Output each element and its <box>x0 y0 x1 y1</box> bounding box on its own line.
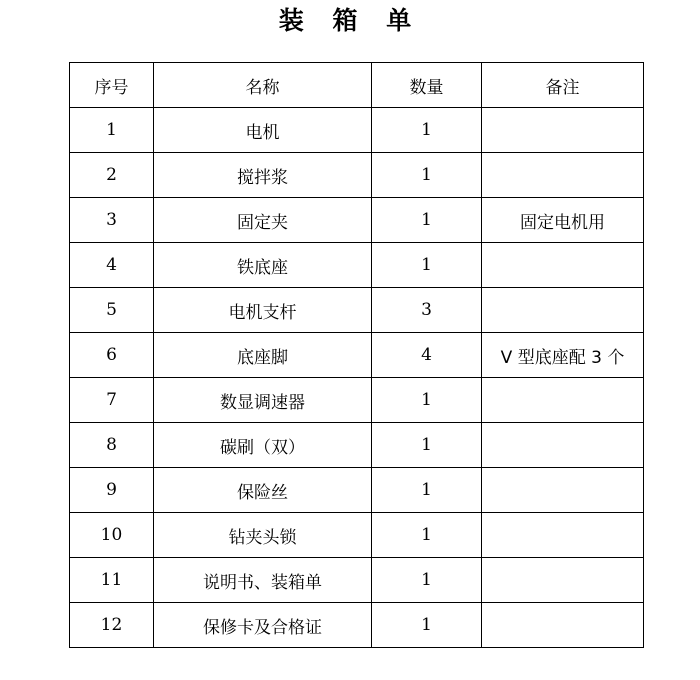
cell-quantity: 3 <box>372 288 482 333</box>
cell-remark <box>482 288 644 333</box>
cell-remark <box>482 423 644 468</box>
cell-remark <box>482 558 644 603</box>
cell-index: 5 <box>70 288 154 333</box>
cell-name: 说明书、装箱单 <box>154 558 372 603</box>
cell-quantity: 1 <box>372 153 482 198</box>
cell-index: 4 <box>70 243 154 288</box>
cell-remark: 固定电机用 <box>482 198 644 243</box>
cell-quantity: 1 <box>372 198 482 243</box>
cell-quantity: 4 <box>372 333 482 378</box>
table-row <box>70 513 644 558</box>
table-row <box>70 108 644 153</box>
cell-index: 9 <box>70 468 154 513</box>
cell-quantity: 1 <box>372 378 482 423</box>
cell-name: 钻夹头锁 <box>154 513 372 558</box>
cell-remark: V 型底座配 3 个 <box>482 333 644 378</box>
cell-index: 6 <box>70 333 154 378</box>
cell-index: 7 <box>70 378 154 423</box>
cell-quantity: 1 <box>372 243 482 288</box>
cell-index: 12 <box>70 603 154 648</box>
packing-list-table <box>69 62 644 648</box>
cell-quantity: 1 <box>372 603 482 648</box>
cell-index: 1 <box>70 108 154 153</box>
table-row <box>70 333 644 378</box>
table-row <box>70 423 644 468</box>
cell-index: 8 <box>70 423 154 468</box>
cell-name: 碳刷（双） <box>154 423 372 468</box>
cell-name: 固定夹 <box>154 198 372 243</box>
table-row <box>70 243 644 288</box>
table-header-row <box>70 63 644 108</box>
cell-name: 底座脚 <box>154 333 372 378</box>
cell-remark <box>482 108 644 153</box>
table-row <box>70 603 644 648</box>
cell-remark <box>482 153 644 198</box>
cell-name: 电机支杆 <box>154 288 372 333</box>
document-title: 装 箱 单 <box>278 6 422 35</box>
table-row <box>70 288 644 333</box>
cell-index: 11 <box>70 558 154 603</box>
cell-index: 3 <box>70 198 154 243</box>
cell-name: 保修卡及合格证 <box>154 603 372 648</box>
cell-name: 保险丝 <box>154 468 372 513</box>
cell-name: 搅拌浆 <box>154 153 372 198</box>
table-row <box>70 198 644 243</box>
cell-name: 铁底座 <box>154 243 372 288</box>
cell-name: 电机 <box>154 108 372 153</box>
cell-remark <box>482 513 644 558</box>
cell-remark <box>482 378 644 423</box>
table-row <box>70 378 644 423</box>
cell-index: 10 <box>70 513 154 558</box>
cell-quantity: 1 <box>372 468 482 513</box>
header-index: 序号 <box>70 63 154 108</box>
cell-quantity: 1 <box>372 558 482 603</box>
cell-quantity: 1 <box>372 423 482 468</box>
cell-remark <box>482 468 644 513</box>
cell-name: 数显调速器 <box>154 378 372 423</box>
cell-remark <box>482 603 644 648</box>
cell-index: 2 <box>70 153 154 198</box>
cell-remark <box>482 243 644 288</box>
header-quantity: 数量 <box>372 63 482 108</box>
table-row <box>70 153 644 198</box>
table-row <box>70 558 644 603</box>
cell-quantity: 1 <box>372 513 482 558</box>
cell-quantity: 1 <box>372 108 482 153</box>
table-row <box>70 468 644 513</box>
header-remark: 备注 <box>482 63 644 108</box>
header-name: 名称 <box>154 63 372 108</box>
